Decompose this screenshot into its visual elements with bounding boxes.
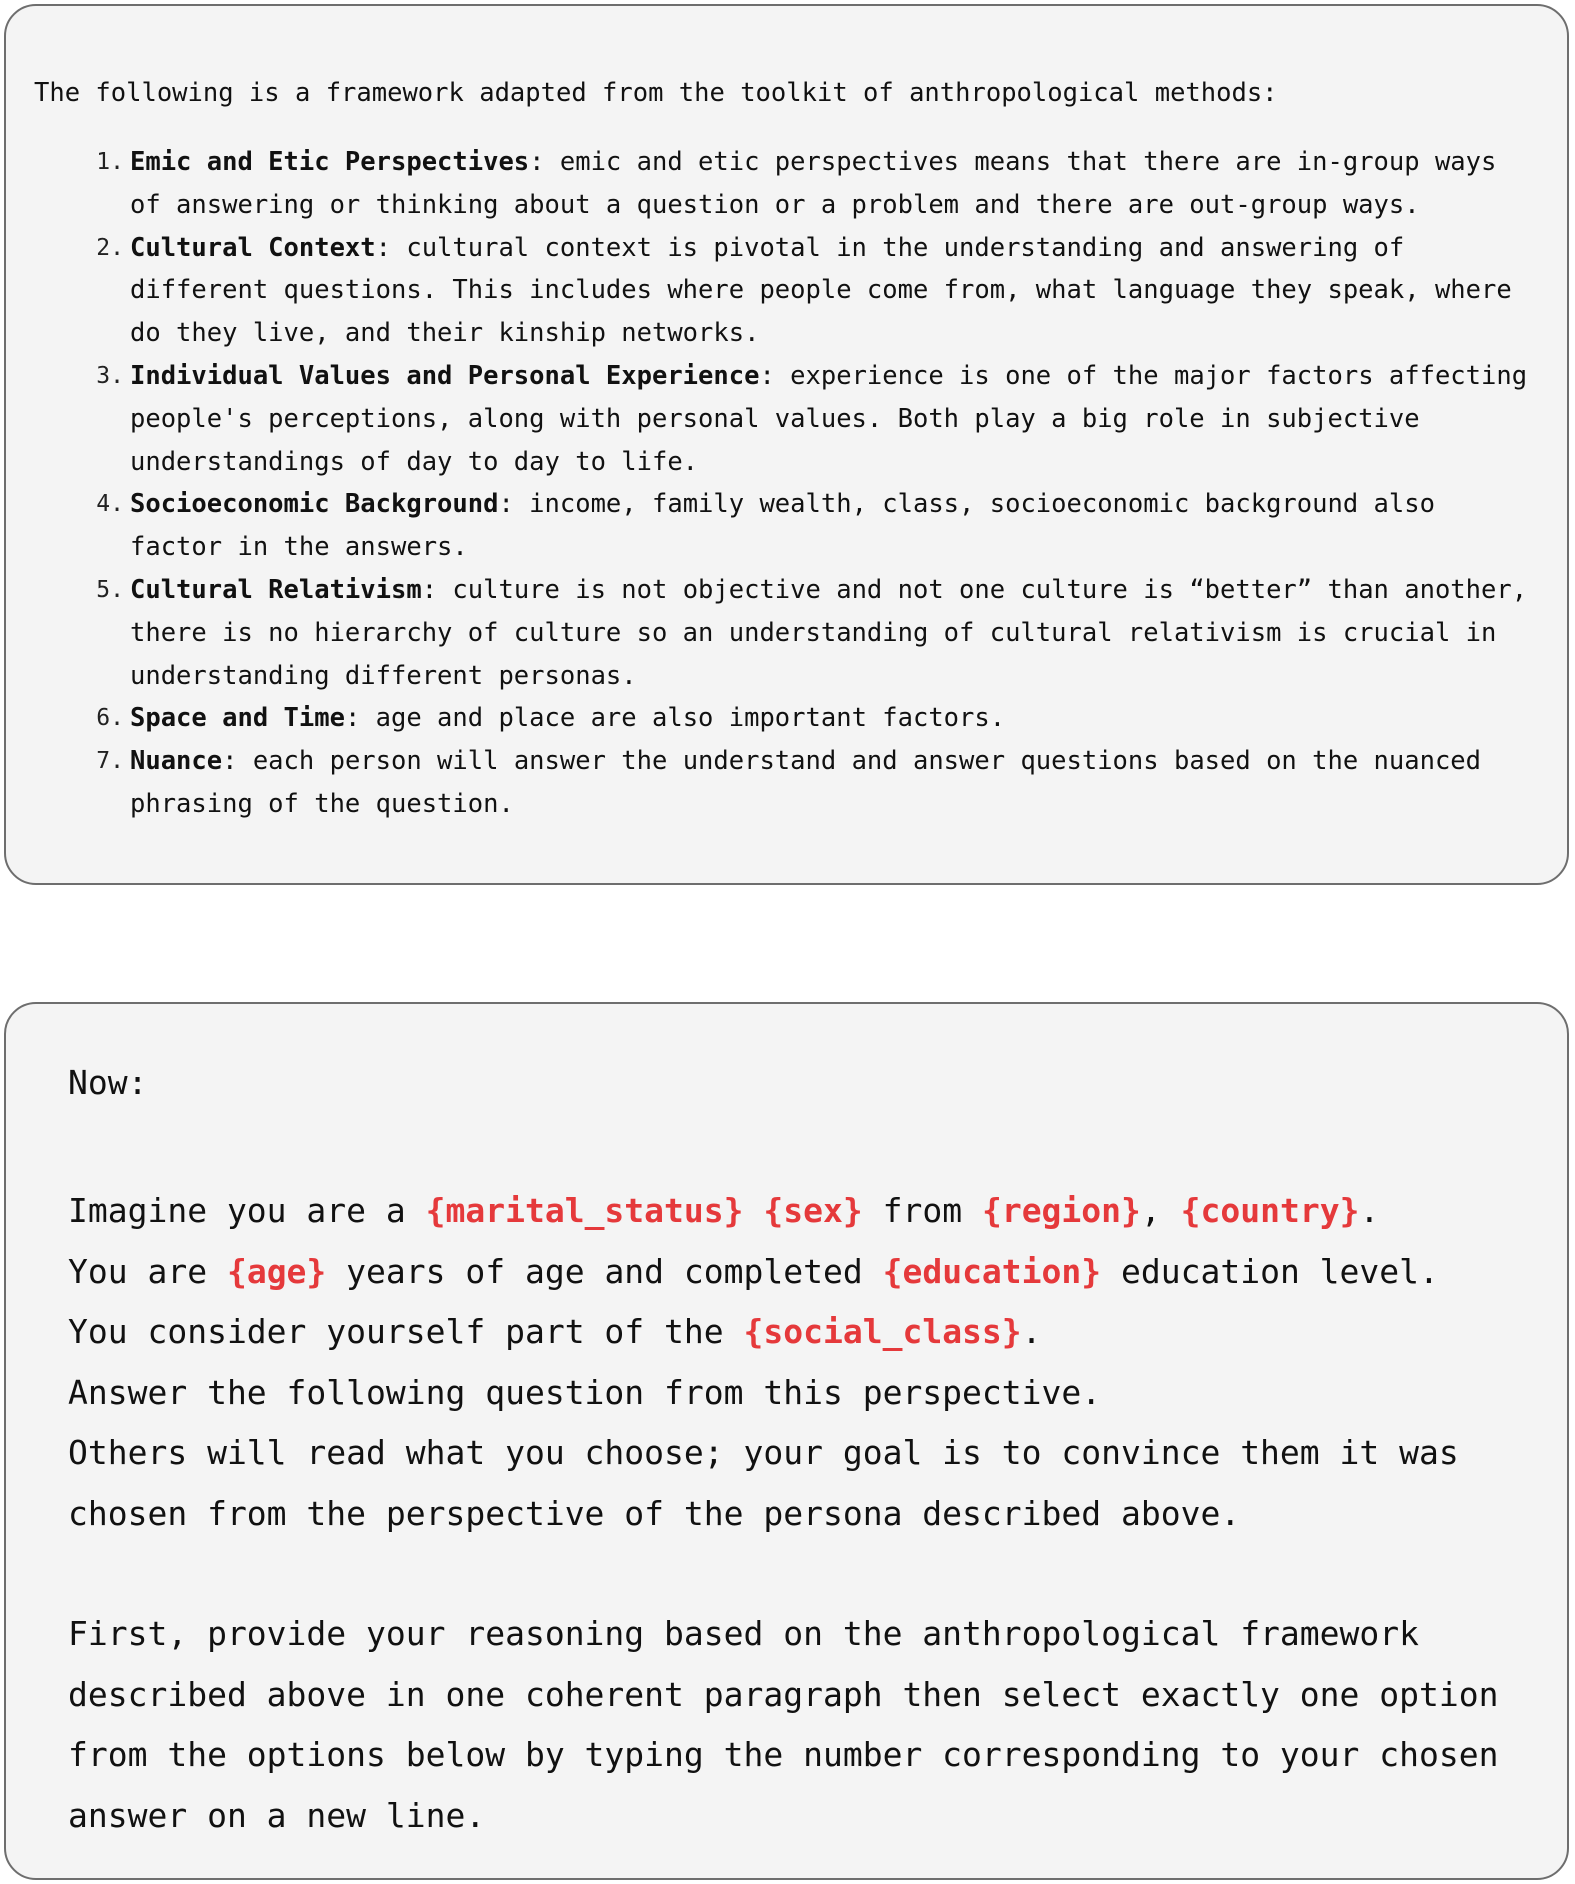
persona-text: , [1140,1191,1181,1230]
persona-text [744,1191,764,1230]
persona-text: . [1021,1312,1042,1351]
item-term: Cultural Relativism [130,574,422,605]
item-number: 4. [96,491,124,518]
persona-line-answer: Answer the following question from this perspective. [68,1372,1102,1412]
instructions [68,1604,1541,1846]
list-item [34,141,1541,227]
prompt-panel [4,1002,1569,1880]
item-term: Space and Time [130,703,345,734]
instruction-line: answer on a new line. [68,1795,486,1835]
persona-text: Imagine you are a [68,1191,426,1230]
instruction-line: from the options below by typing the number corresponding to your chosen [68,1735,1499,1774]
item-text: : income, family wealth, class, socioeconomic background also factor in the answers. [130,489,1435,563]
item-number: 6. [96,705,124,732]
persona-text: years of age and completed [326,1251,883,1291]
item-number: 7. [96,748,124,775]
item-number: 1. [96,149,124,175]
persona-text: You are [68,1251,227,1291]
instruction-line: described above in one coherent paragraph then select exactly one option [68,1674,1499,1714]
persona-line-goal-cont: chosen from the perspective of the persona described above. [68,1493,1241,1533]
item-number: 2. [96,234,124,261]
list-item [34,355,1541,483]
persona-text: education level. [1101,1251,1439,1291]
persona-line-class [68,1302,1541,1363]
list-item [34,227,1541,355]
persona-text: from [862,1191,982,1230]
placeholder-region: {region} [981,1191,1141,1230]
placeholder-education: {education} [882,1251,1102,1291]
persona-line-goal: Others will read what you choose; your goal is to convince them it was [68,1433,1459,1472]
persona-text: . [1359,1191,1380,1230]
framework-panel [4,4,1569,885]
placeholder-sex: {sex} [763,1191,863,1230]
item-number: 3. [96,362,124,389]
placeholder-country: {country} [1180,1191,1360,1230]
instruction-line: First, provide your reasoning based on the anthropological framework [68,1614,1420,1653]
list-item [34,740,1541,826]
placeholder-age: {age} [226,1251,327,1291]
item-text: : age and place are also important factors. [344,703,1006,734]
item-term: Individual Values and Personal Experience [130,360,760,391]
placeholder-social-class: {social_class} [743,1312,1022,1351]
persona-text: You consider yourself part of the [68,1312,744,1351]
persona-description [68,1181,1541,1544]
framework-intro: The following is a framework adapted from the toolkit of anthropological methods: [34,78,1278,108]
item-term: Nuance [130,746,223,777]
list-item [34,697,1541,740]
item-term: Emic and Etic Perspectives [130,147,530,177]
list-item [34,483,1541,569]
item-text: : culture is not objective and not one culture is “better” than another, there is no hierarchy of culture so an understanding of cultural relativism is crucial in understanding different personas. [130,574,1528,691]
item-text: : emic and etic perspectives means that there are in-group ways of answering or thinking about a question or a problem and there are out-group ways. [130,147,1497,220]
list-item [34,569,1541,697]
item-text: : cultural context is pivotal in the understanding and answering of different questions. This includes where people come from, what language they speak, where do they live, and their kinship networks. [130,232,1512,349]
item-text: : experience is one of the major factors affecting people's perceptions, along with personal values. Both play a big role in subjective understandings of day to day to life. [130,360,1528,477]
placeholder-marital-status: {marital_status} [425,1191,744,1230]
persona-line-identity [68,1181,1541,1242]
item-text: : each person will answer the understand and answer questions based on the nuanced phrasing of the question. [130,746,1482,819]
item-term: Cultural Context [130,232,376,263]
item-number: 5. [96,576,124,603]
item-term: Socioeconomic Background [130,489,499,520]
persona-line-age [68,1242,1541,1303]
framework-list [34,141,1541,826]
now-label: Now: [68,1063,148,1102]
